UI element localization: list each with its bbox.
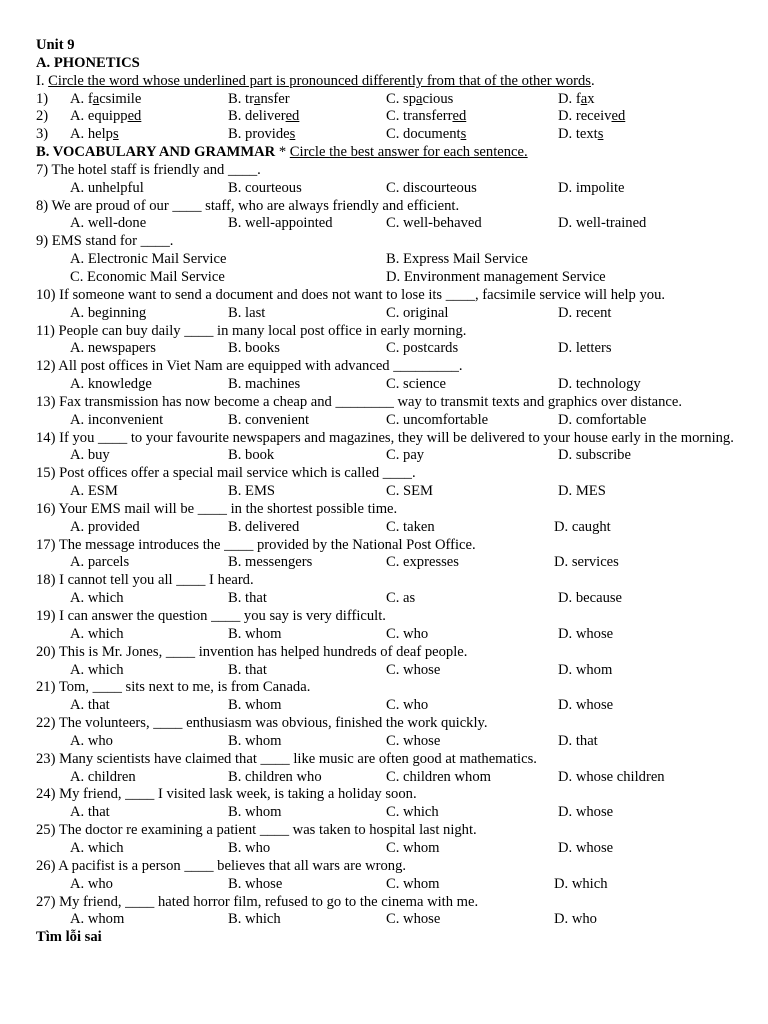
answer-option[interactable]: C. pay bbox=[386, 447, 425, 464]
answer-option[interactable]: C. well-behaved bbox=[386, 215, 482, 232]
section-b-heading bbox=[36, 144, 736, 162]
unit-title: Unit 9 bbox=[36, 37, 75, 53]
answer-option[interactable]: B. Express Mail Service bbox=[386, 251, 528, 268]
question-stem: 15) Post offices offer a special mail service which is called ____. bbox=[36, 465, 416, 482]
options-row bbox=[36, 447, 736, 465]
answer-option[interactable]: A. ESM bbox=[70, 483, 118, 500]
phonetics-list bbox=[36, 91, 736, 145]
answer-option[interactable]: D. technology bbox=[558, 376, 641, 393]
question-stem: 26) A pacifist is a person ____ believes that all wars are wrong. bbox=[36, 857, 407, 874]
section-b-star: * bbox=[275, 144, 290, 161]
answer-option[interactable]: A. that bbox=[70, 697, 110, 714]
answer-option[interactable]: A. whom bbox=[70, 911, 125, 928]
answer-option[interactable]: D. comfortable bbox=[558, 411, 647, 428]
underlined-part: s bbox=[460, 126, 467, 143]
answer-option[interactable] bbox=[70, 126, 119, 144]
answer-option[interactable]: C. children whom bbox=[386, 768, 491, 785]
underlined-part: s bbox=[112, 126, 119, 143]
answer-option[interactable]: A. who bbox=[70, 875, 113, 892]
answer-option[interactable]: A. Electronic Mail Service bbox=[70, 251, 227, 268]
option-text: nsfer bbox=[260, 90, 290, 107]
phonetics-row bbox=[36, 108, 736, 126]
answer-option[interactable] bbox=[70, 108, 141, 126]
option-text: D. receiv bbox=[558, 108, 612, 125]
answer-option[interactable]: A. which bbox=[70, 590, 124, 607]
answer-option[interactable]: C. original bbox=[386, 304, 449, 321]
answer-option[interactable]: A. which bbox=[70, 661, 124, 678]
answer-option[interactable]: C. expresses bbox=[386, 554, 459, 571]
underlined-part: ed bbox=[127, 108, 142, 125]
underlined-part: ed bbox=[285, 108, 300, 125]
question-number: 2) bbox=[36, 108, 49, 125]
question-stem: 23) Many scientists have claimed that ____ like music are often good at mathematics. bbox=[36, 750, 537, 767]
answer-option[interactable]: A. unhelpful bbox=[70, 179, 144, 196]
answer-option[interactable]: A. well-done bbox=[70, 215, 147, 232]
options-row bbox=[36, 376, 736, 394]
answer-option[interactable]: B. whom bbox=[228, 697, 282, 714]
answer-option[interactable]: C. as bbox=[386, 590, 416, 607]
answer-option[interactable]: B. machines bbox=[228, 376, 301, 393]
underlined-part: s bbox=[597, 126, 604, 143]
question-stem: 17) The message introduces the ____ provided by the National Post Office. bbox=[36, 536, 476, 553]
answer-option[interactable]: D. which bbox=[554, 875, 608, 892]
answer-option[interactable]: D. MES bbox=[558, 483, 606, 500]
question-stem: 20) This is Mr. Jones, ____ invention has helped hundreds of deaf people. bbox=[36, 643, 468, 660]
options-row bbox=[36, 876, 736, 894]
option-text: D. f bbox=[558, 90, 581, 107]
options-row bbox=[36, 804, 736, 822]
answer-option[interactable]: C. whom bbox=[386, 875, 440, 892]
option-text: C. sp bbox=[386, 90, 417, 107]
question-stem: 24) My friend, ____ I visited lask week, is taking a holiday soon. bbox=[36, 786, 417, 803]
answer-option[interactable]: C. taken bbox=[386, 518, 435, 535]
option-text: B. deliver bbox=[228, 108, 286, 125]
answer-option[interactable]: B. whom bbox=[228, 625, 282, 642]
answer-option[interactable]: B. whose bbox=[228, 875, 283, 892]
option-text: A. f bbox=[70, 90, 93, 107]
answer-option[interactable]: D. impolite bbox=[558, 179, 625, 196]
question-stem: 9) EMS stand for ____. bbox=[36, 233, 174, 250]
options-row bbox=[36, 180, 736, 198]
answer-option[interactable]: D. whose bbox=[558, 839, 614, 856]
answer-option[interactable]: A. children bbox=[70, 768, 136, 785]
options-row bbox=[36, 840, 736, 858]
answer-option[interactable]: A. newspapers bbox=[70, 340, 156, 357]
answer-option[interactable]: C. science bbox=[386, 376, 446, 393]
question-stem: 27) My friend, ____ hated horror film, refused to go to the cinema with me. bbox=[36, 893, 479, 910]
question-stem: 13) Fax transmission has now become a cheap and ________ way to transmit texts and graphics over distance. bbox=[36, 393, 683, 410]
answer-option[interactable]: A. beginning bbox=[70, 304, 147, 321]
question-stem: 21) Tom, ____ sits next to me, is from Canada. bbox=[36, 679, 311, 696]
answer-option[interactable]: B. books bbox=[228, 340, 280, 357]
answer-option[interactable]: D. caught bbox=[554, 518, 611, 535]
question-number: 3) bbox=[36, 126, 49, 143]
option-text: A. help bbox=[70, 126, 113, 143]
answer-option[interactable]: B. delivered bbox=[228, 518, 300, 535]
part-i-text: Circle the word whose underlined part is pronounced differently from that of the other words bbox=[48, 72, 591, 89]
answer-option[interactable]: D. whose bbox=[558, 697, 614, 714]
answer-option[interactable]: A. knowledge bbox=[70, 376, 152, 393]
section-a-heading: A. PHONETICS bbox=[36, 54, 140, 71]
answer-option[interactable]: C. who bbox=[386, 625, 429, 642]
answer-option[interactable] bbox=[558, 126, 603, 144]
option-text: csimile bbox=[99, 90, 142, 107]
underlined-part: a bbox=[580, 90, 588, 107]
answer-option[interactable]: B. children who bbox=[228, 768, 322, 785]
section-b-title: B. VOCABULARY AND GRAMMAR bbox=[36, 144, 276, 161]
answer-option[interactable]: D. that bbox=[558, 732, 598, 749]
phonetics-row bbox=[36, 91, 736, 109]
answer-option[interactable]: D. because bbox=[558, 590, 623, 607]
question-stem: 12) All post offices in Viet Nam are equipped with advanced _________. bbox=[36, 358, 463, 375]
answer-option[interactable]: B. messengers bbox=[228, 554, 313, 571]
option-text: A. equipp bbox=[70, 108, 128, 125]
question-stem: 25) The doctor re examining a patient ____ was taken to hospital last night. bbox=[36, 822, 477, 839]
underlined-part: a bbox=[253, 90, 261, 107]
underlined-part: s bbox=[289, 126, 296, 143]
option-text: x bbox=[587, 90, 595, 107]
answer-option[interactable]: B. last bbox=[228, 304, 266, 321]
option-text: B. provide bbox=[228, 126, 290, 143]
answer-option[interactable]: A. that bbox=[70, 804, 110, 821]
question-stem: 19) I can answer the question ____ you say is very difficult. bbox=[36, 608, 386, 624]
option-text: C. document bbox=[386, 126, 461, 143]
answer-option[interactable]: D. letters bbox=[558, 340, 612, 357]
footer-heading: Tìm lỗi sai bbox=[36, 929, 102, 946]
question-stem: 11) People can buy daily ____ in many local post office in early morning. bbox=[36, 322, 467, 339]
answer-option[interactable]: D. whom bbox=[558, 661, 613, 678]
answer-option[interactable]: C. Economic Mail Service bbox=[70, 268, 225, 285]
options-row bbox=[36, 269, 736, 287]
answer-option[interactable]: B. convenient bbox=[228, 411, 310, 428]
question-stem: 14) If you ____ to your favourite newspapers and magazines, they will be delivered to your house early in the morning. bbox=[36, 429, 734, 446]
answer-option[interactable]: A. inconvenient bbox=[70, 411, 164, 428]
options-row bbox=[36, 251, 736, 269]
answer-option[interactable]: C. which bbox=[386, 804, 439, 821]
answer-option[interactable]: B. who bbox=[228, 839, 271, 856]
section-b-instruction: Circle the best answer for each sentence. bbox=[289, 144, 528, 161]
option-text: D. text bbox=[558, 126, 598, 143]
answer-option[interactable]: C. SEM bbox=[386, 483, 434, 500]
answer-option[interactable]: D. whose bbox=[558, 804, 614, 821]
answer-option[interactable]: B. which bbox=[228, 911, 281, 928]
answer-option[interactable]: B. that bbox=[228, 590, 267, 607]
answer-option[interactable] bbox=[228, 108, 299, 126]
answer-option[interactable]: C. whose bbox=[386, 661, 441, 678]
answer-option[interactable]: D. services bbox=[554, 554, 619, 571]
part-i-suffix: . bbox=[590, 72, 595, 89]
options-row bbox=[36, 305, 736, 323]
answer-option[interactable]: C. postcards bbox=[386, 340, 459, 357]
answer-option[interactable] bbox=[386, 91, 453, 109]
answer-option[interactable] bbox=[228, 91, 290, 109]
answer-option[interactable] bbox=[386, 108, 466, 126]
answer-option[interactable]: D. Environment management Service bbox=[386, 268, 606, 285]
question-stem: 7) The hotel staff is friendly and ____. bbox=[36, 161, 261, 178]
answer-option[interactable]: A. who bbox=[70, 732, 113, 749]
answer-option[interactable]: D. whose bbox=[558, 625, 614, 642]
part-i-prefix: I. bbox=[36, 72, 49, 89]
questions-list bbox=[36, 162, 736, 929]
answer-option[interactable]: B. whom bbox=[228, 804, 282, 821]
answer-option[interactable]: B. whom bbox=[228, 732, 282, 749]
options-row bbox=[36, 626, 736, 644]
part-i-instruction bbox=[36, 73, 736, 91]
answer-option[interactable] bbox=[70, 91, 141, 109]
answer-option[interactable]: C. discourteous bbox=[386, 179, 477, 196]
question-stem: 8) We are proud of our ____ staff, who are always friendly and efficient. bbox=[36, 197, 460, 214]
options-row bbox=[36, 733, 736, 751]
options-row bbox=[36, 769, 736, 787]
phonetics-row bbox=[36, 126, 736, 144]
question-stem: 22) The volunteers, ____ enthusiasm was obvious, finished the work quickly. bbox=[36, 715, 488, 732]
options-row bbox=[36, 590, 736, 608]
answer-option[interactable]: B. book bbox=[228, 447, 275, 464]
answer-option[interactable]: B. EMS bbox=[228, 483, 276, 500]
answer-option[interactable] bbox=[386, 126, 466, 144]
underlined-part: a bbox=[416, 90, 423, 107]
answer-option[interactable]: D. subscribe bbox=[558, 447, 631, 464]
options-row bbox=[36, 483, 736, 501]
options-row bbox=[36, 911, 736, 929]
underlined-part: ed bbox=[452, 108, 467, 125]
options-row bbox=[36, 340, 736, 358]
answer-option[interactable]: A. which bbox=[70, 625, 124, 642]
answer-option[interactable]: B. that bbox=[228, 661, 267, 678]
answer-option[interactable]: C. who bbox=[386, 697, 429, 714]
option-text: cious bbox=[422, 90, 454, 107]
answer-option[interactable]: D. well-trained bbox=[558, 215, 647, 232]
answer-option[interactable] bbox=[228, 126, 295, 144]
option-text: B. tr bbox=[228, 90, 254, 107]
answer-option[interactable]: C. uncomfortable bbox=[386, 411, 489, 428]
question-stem: 10) If someone want to send a document and does not want to lose its ____, facsimile service will help you. bbox=[36, 286, 666, 303]
answer-option[interactable]: C. whom bbox=[386, 839, 440, 856]
question-stem: 18) I cannot tell you all ____ I heard. bbox=[36, 572, 254, 589]
options-row bbox=[36, 412, 736, 430]
options-row bbox=[36, 697, 736, 715]
answer-option[interactable]: A. buy bbox=[70, 447, 110, 464]
answer-option[interactable]: D. recent bbox=[558, 304, 612, 321]
options-row bbox=[36, 215, 736, 233]
options-row bbox=[36, 662, 736, 680]
question-stem: 16) Your EMS mail will be ____ in the shortest possible time. bbox=[36, 500, 398, 517]
answer-option[interactable]: C. whose bbox=[386, 911, 441, 928]
answer-option[interactable]: A. which bbox=[70, 839, 124, 856]
worksheet bbox=[36, 37, 736, 947]
answer-option[interactable]: B. well-appointed bbox=[228, 215, 333, 232]
question-number: 1) bbox=[36, 90, 49, 107]
underlined-part: a bbox=[92, 90, 100, 107]
answer-option[interactable]: C. whose bbox=[386, 732, 441, 749]
options-row bbox=[36, 519, 736, 537]
answer-option[interactable] bbox=[558, 91, 594, 109]
answer-option[interactable]: D. who bbox=[554, 911, 597, 928]
answer-option[interactable]: A. parcels bbox=[70, 554, 130, 571]
option-text: C. transferr bbox=[386, 108, 453, 125]
underlined-part: ed bbox=[611, 108, 626, 125]
answer-option[interactable]: D. whose children bbox=[558, 768, 665, 785]
answer-option[interactable]: B. courteous bbox=[228, 179, 302, 196]
answer-option[interactable]: A. provided bbox=[70, 518, 140, 535]
options-row bbox=[36, 554, 736, 572]
answer-option[interactable] bbox=[558, 108, 625, 126]
